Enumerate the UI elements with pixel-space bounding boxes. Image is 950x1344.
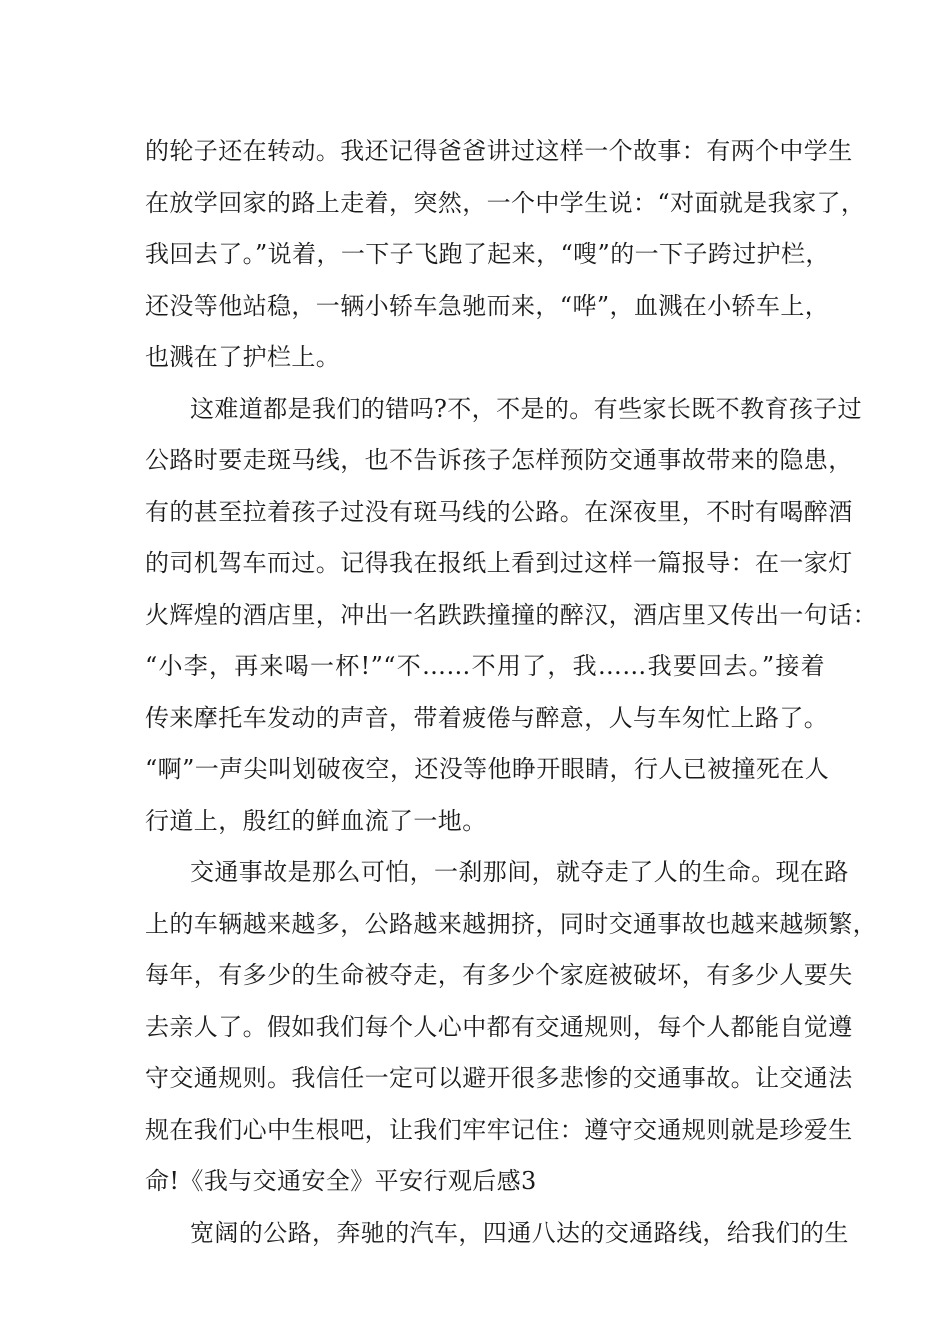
text-line: 的司机驾车而过。记得我在报纸上看到过这样一篇报导：在一家灯 [145,549,853,577]
text-line: 有的甚至拉着孩子过没有斑马线的公路。在深夜里，不时有喝醉酒 [145,498,853,526]
text-line: 也溅在了护栏上。 [145,343,341,371]
text-line: 规在我们心中生根吧，让我们牢牢记住：遵守交通规则就是珍爱生 [145,1116,853,1144]
text-line: 我回去了。”说着，一下子飞跑了起来，“嗖”的一下子跨过护栏， [145,240,830,268]
text-line: 在放学回家的路上走着，突然，一个中学生说：“对面就是我家了， [145,189,866,217]
paragraph-first-line: 交通事故是那么可怕，一刹那间，就夺走了人的生命。现在路 [190,858,849,886]
section-title-line: 命!《我与交通安全》平安行观后感3 [145,1167,537,1195]
text-line: 的轮子还在转动。我还记得爸爸讲过这样一个故事：有两个中学生 [145,137,853,165]
text-line: 每年，有多少的生命被夺走，有多少个家庭被破坏，有多少人要失 [145,961,853,989]
paragraph-first-line: 这难道都是我们的错吗?不，不是的。有些家长既不教育孩子过 [190,395,863,423]
text-line: 火辉煌的酒店里，冲出一名跌跌撞撞的醉汉，酒店里又传出一句话： [145,601,877,629]
text-line: 守交通规则。我信任一定可以避开很多悲惨的交通事故。让交通法 [145,1064,853,1092]
text-line: 公路时要走斑马线，也不告诉孩子怎样预防交通事故带来的隐患， [145,446,853,474]
text-line: 传来摩托车发动的声音，带着疲倦与醉意，人与车匆忙上路了。 [145,704,829,732]
text-line: 上的车辆越来越多，公路越来越拥挤，同时交通事故也越来越频繁， [145,910,877,938]
text-line: 还没等他站稳，一辆小轿车急驰而来，“哗”，血溅在小轿车上， [145,292,830,320]
text-line: “小李，再来喝一杯!”“不……不用了，我……我要回去。”接着 [145,652,825,680]
text-line: 去亲人了。假如我们每个人心中都有交通规则，每个人都能自觉遵 [145,1013,853,1041]
paragraph-first-line: 宽阔的公路，奔驰的汽车，四通八达的交通路线，给我们的生 [190,1219,849,1247]
text-line: 行道上，殷红的鲜血流了一地。 [145,807,487,835]
text-line: “啊”一声尖叫划破夜空，还没等他睁开眼睛，行人已被撞死在人 [145,755,830,783]
